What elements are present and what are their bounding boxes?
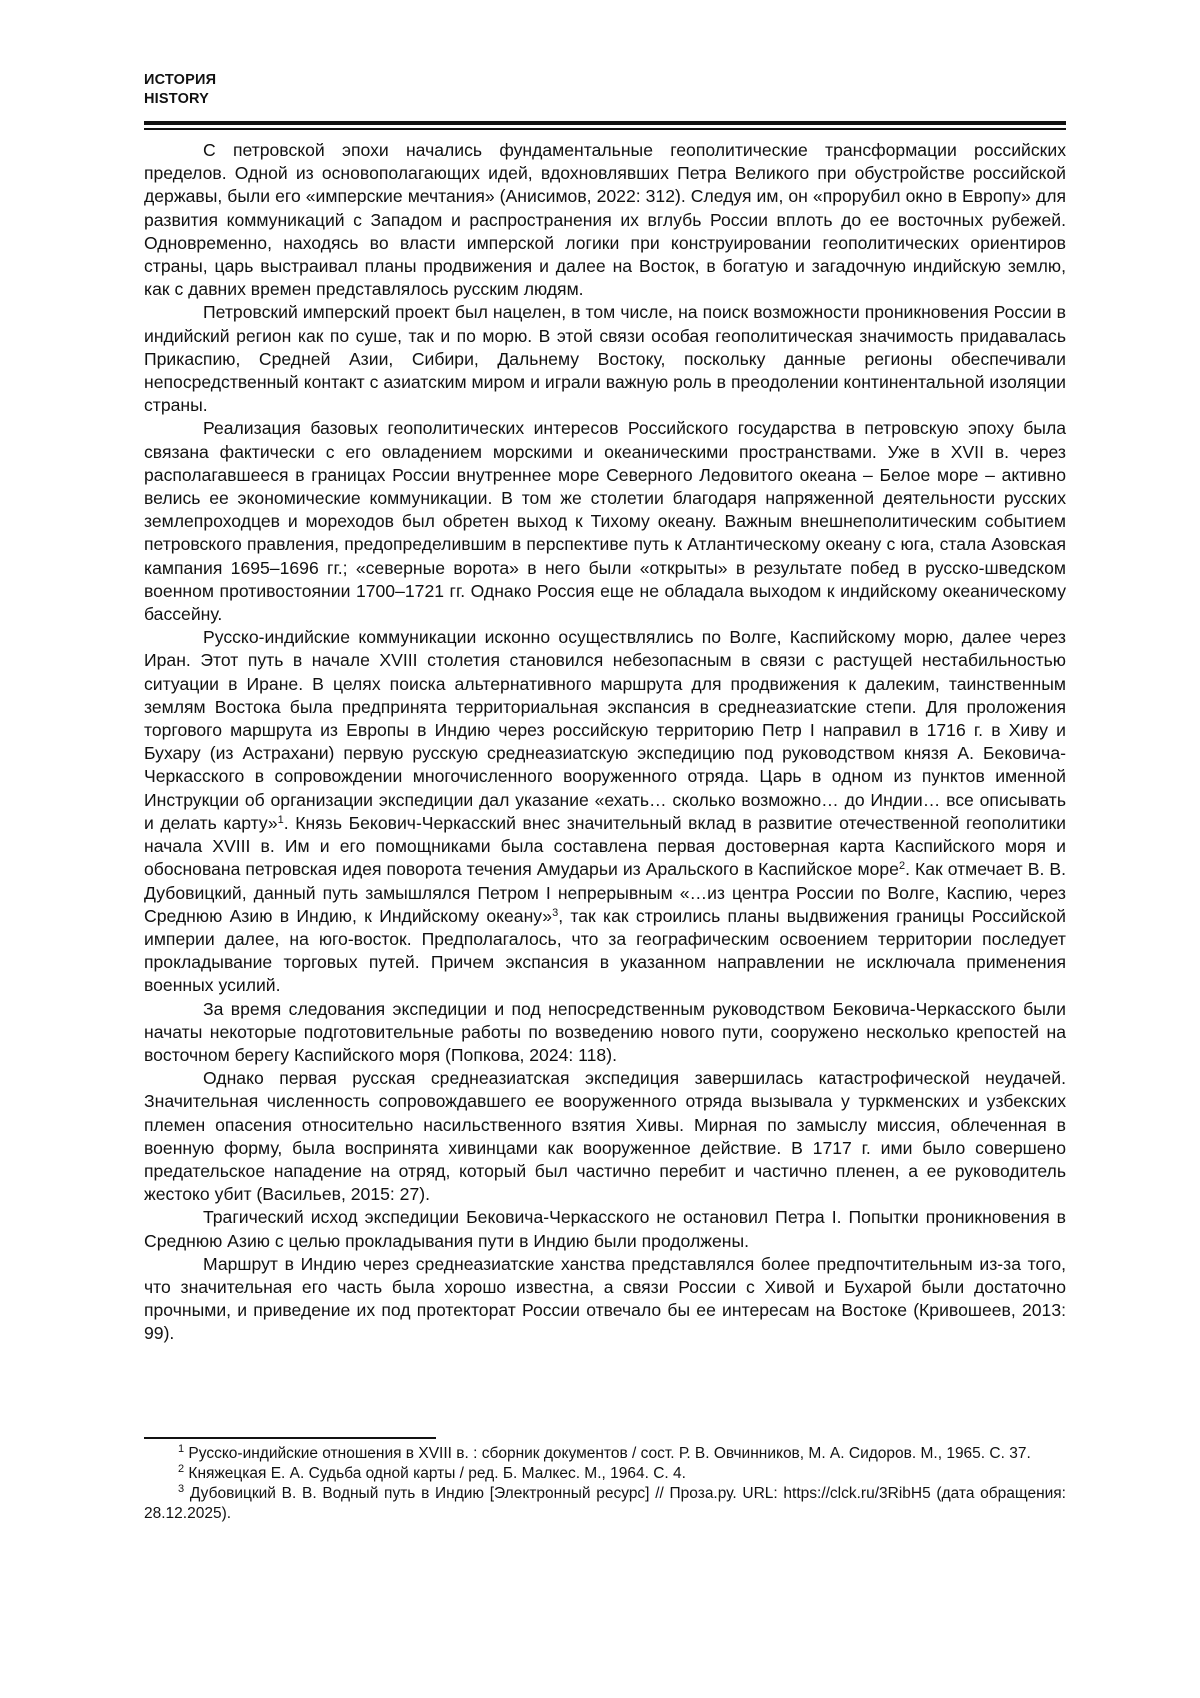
paragraph: С петровской эпохи начались фундаментальные геополитические трансформации российских пределов. Одной из основополагающих идей, вдохновлявших Петра Великого при обустройстве российской державы, были его «имперские мечтания» (Анисимов, 2022: 312). Следуя им, он «прорубил окно в Европу» для развития коммуникаций с Западом и распространения их вглубь России вплоть до ее восточных рубежей. Одновременно, находясь во власти имперской логики при конструировании геополитических ориентиров страны, царь выстраивал планы продвижения и далее на Восток, в богатую и загадочную индийскую землю, как с давних времен представлялось русским людям. bbox=[144, 140, 1066, 300]
footnote-ref[interactable]: 3 bbox=[552, 906, 559, 919]
paragraph: За время следования экспедиции и под непосредственным руководством Бековича-Черкасского были начаты некоторые подготовительные работы по возведению нового пути, сооружено несколько крепостей на восточном берегу Каспийского моря (Попкова, 2024: 118). bbox=[144, 998, 1066, 1065]
footnotes bbox=[144, 1444, 1066, 1524]
section-title-en: HISTORY bbox=[144, 91, 210, 107]
paragraph: Однако первая русская среднеазиатская экспедиция завершилась катастрофической неудачей. Значительная численность сопровождавшего ее вооруженного отряда вызывала у туркменских и узбекских племен опасения относительно насильственного взятия Хивы. Мирная по замыслу миссия, облеченная в военную форму, была воспринята хивинцами как вооруженное действие. В 1717 г. ими было совершено предательское нападение на отряд, который был частично перебит и частично пленен, а ее руководитель жестоко убит (Васильев, 2015: 27). bbox=[144, 1068, 1066, 1205]
footnote-number: 3 bbox=[178, 1483, 185, 1495]
paragraph bbox=[144, 626, 1066, 997]
running-header bbox=[144, 71, 216, 109]
footnote-text: Русско-индийские отношения в XVIII в. : сборник документов / сост. Р. В. Овчинников, М. А. Сидоров. М., 1965. С. 37. bbox=[184, 1445, 1031, 1462]
paragraph-text: , так как строились планы выдвижения границы Российской империи далее, на юго-восток. Предполагалось, что за географическим освоением территории последует прокладывание торговых путей. Причем экспансия в указанном направлении не исключала применения военных усилий. bbox=[144, 905, 1067, 996]
footnote bbox=[144, 1444, 1066, 1464]
footnote-ref[interactable]: 2 bbox=[898, 860, 906, 873]
footnote-number: 1 bbox=[178, 1443, 185, 1455]
footnote bbox=[144, 1464, 1066, 1484]
footnote-ref[interactable]: 1 bbox=[277, 813, 284, 826]
footnote-number: 2 bbox=[178, 1463, 185, 1475]
footnote bbox=[144, 1484, 1066, 1524]
footnote-separator bbox=[144, 1437, 436, 1439]
paragraph-text: . Князь Бекович-Черкасский внес значительный вклад в развитие отечественной геополитики начала XVIII в. Им и его помощниками была составлена первая достоверная карта Каспийского моря и обоснована петровская идея поворота течения Амударьи из Аральского в Каспийское море bbox=[144, 812, 1067, 880]
footnote-text: Дубовицкий В. В. Водный путь в Индию [Электронный ресурс] // Проза.ру. URL: https://clck.ru/3RibH5 (дата обращения: 28.12.2025). bbox=[144, 1485, 1066, 1522]
paragraph: Трагический исход экспедиции Бековича-Черкасского не остановил Петра I. Попытки проникновения в Среднюю Азию с целью прокладывания пути в Индию были продолжены. bbox=[144, 1207, 1066, 1251]
footnote-text: Княжецкая Е. А. Судьба одной карты / ред. Б. Малкес. М., 1964. С. 4. bbox=[184, 1465, 686, 1482]
paragraph-text: . Как отмечает В. В. Дубовицкий, данный путь замышлялся Петром I непрерывным «…из центра России по Волге, Каспию, через Среднюю Азию в Индию, к Индийскому океану» bbox=[144, 859, 1066, 926]
paragraph: Маршрут в Индию через среднеазиатские ханства представлялся более предпочтительным из-за того, что значительная его часть была хорошо известна, а связи России с Хивой и Бухарой были достаточно прочными, и приведение их под протекторат России отвечало бы ее интересам на Востоке (Кривошеев, 2013: 99). bbox=[144, 1253, 1066, 1344]
paragraph-text: Русско-индийские коммуникации исконно осуществлялись по Волге, Каспийскому морю, далее через Иран. Этот путь в начале XVIII столетия становился небезопасным в связи с растущей нестабильностью ситуации в Иране. В целях поиска альтернативного маршрута для продвижения к далеким, таинственным землям Востока была предпринята территориальная экспансия в среднеазиатские степи. Для проложения торгового маршрута из Европы в Индию через российскую территорию Петр I направил в 1716 г. в Хиву и Бухару (из Астрахани) первую русскую среднеазиатскую экспедицию под руководством князя А. Бековича-Черкасского в сопровождении многочисленного вооруженного отряда. Царь в одном из пунктов именной Инструкции об организации экспедиции дал указание «ехать… сколько возможно… до Индии… все описывать и делать карту» bbox=[144, 627, 1066, 833]
paragraph: Реализация базовых геополитических интересов Российского государства в петровскую эпоху была связана фактически с его овладением морскими и океаническими пространствами. Уже в XVII в. через располагавшееся в границах России внутреннее море Северного Ледовитого океана – Белое море – активно велись ее экономические коммуникации. В том же столетии благодаря напряженной деятельности русских землепроходцев и мореходов был обретен выход к Тихому океану. Важным внешнеполитическим событием петровского правления, предопределившим в перспективе путь к Атлантическому океану с юга, стала Азовская кампания 1695–1696 гг.; «северные ворота» в него были «открыты» в результате побед в русско-шведском военном противостоянии 1700–1721 гг. Однако Россия еще не обладала выходом к индийскому океаническому бассейну. bbox=[144, 418, 1066, 625]
header-rule-thick bbox=[144, 121, 1066, 125]
paragraph: Петровский имперский проект был нацелен, в том числе, на поиск возможности проникновения России в индийский регион как по суше, так и по морю. В этой связи особая геополитическая значимость придавалась Прикаспию, Средней Азии, Сибири, Дальнему Востоку, поскольку данные регионы обеспечивали непосредственный контакт с азиатским миром и играли важную роль в преодолении континентальной изоляции страны. bbox=[144, 302, 1066, 416]
article-body bbox=[144, 139, 1066, 1346]
header-rule-thin bbox=[144, 128, 1066, 130]
section-title-ru: ИСТОРИЯ bbox=[144, 72, 217, 88]
